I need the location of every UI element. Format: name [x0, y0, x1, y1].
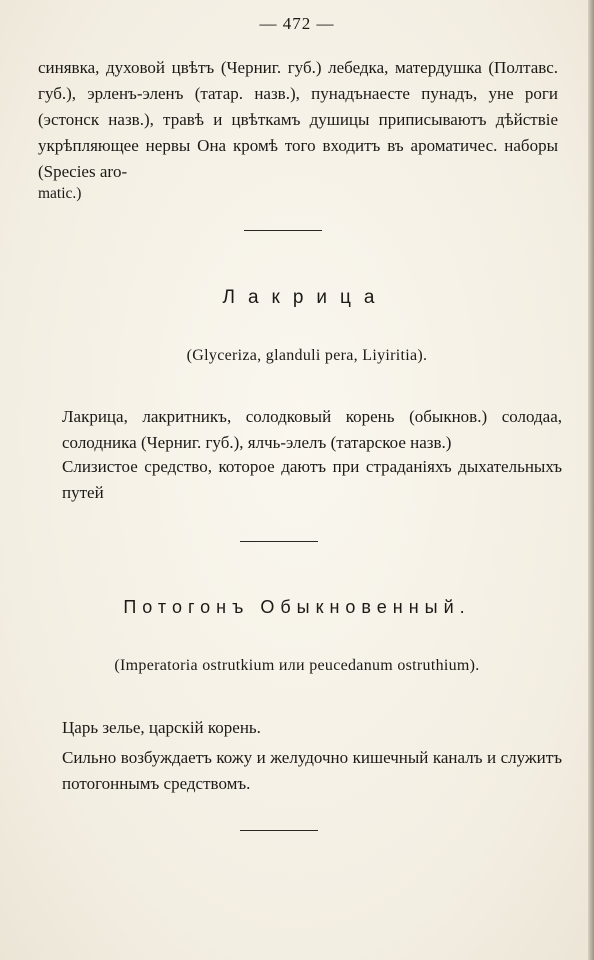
- page-edge-shadow: [588, 0, 594, 960]
- common-names-potogon: Царь зелье, царскій корень.: [62, 718, 261, 737]
- description-lakritsa: Слизистое средство, которое даютъ при страданіяхъ дыхательныхъ путей: [62, 457, 562, 502]
- intro-paragraph-tail: matic.): [38, 185, 82, 202]
- section-divider: [240, 830, 318, 831]
- section-divider: [244, 230, 322, 231]
- common-names-lakritsa: Лакрица, лакритникъ, солодковый корень (обыкнов.) солодаа, солодника (Черниг. губ.), ялчь-элелъ (татарское назв.): [62, 407, 562, 452]
- section-divider: [240, 541, 318, 542]
- section-heading-lakritsa: Лакрица: [222, 287, 388, 308]
- intro-paragraph: синявка, духовой цвѣтъ (Черниг. губ.) лебедка, матердушка (Полтавс. губ.), эрленъ-эленъ (татар. назв.), пунадънаесте пунадъ, уне роги (эстонск назв.), травѣ и цвѣткамъ душицы приписываютъ дѣйствіе укрѣпляющее нервы Она кромѣ того входитъ въ ароматичес. наборы (Species aro-: [38, 58, 558, 181]
- page-number: — 472 —: [259, 14, 335, 33]
- latin-name-potogon: (Imperatoria ostrutkium или peucedanum ostruthium).: [114, 657, 480, 674]
- section-heading-potogon: Потогонъ Обыкновенный.: [123, 597, 471, 617]
- latin-name-lakritsa: (Glyceriza, glanduli pera, Liyiritia).: [186, 347, 428, 364]
- description-potogon: Сильно возбуждаетъ кожу и желудочно кишечный каналъ и служитъ потогоннымъ средствомъ.: [62, 748, 562, 793]
